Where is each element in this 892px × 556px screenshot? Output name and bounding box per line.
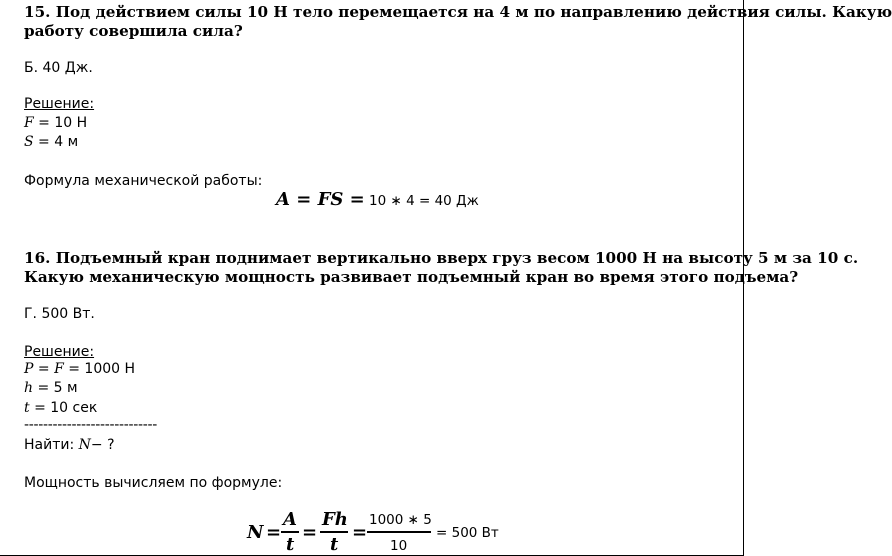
q16-formula-label: Мощность вычисляем по формуле: xyxy=(24,475,283,491)
eq-lhs: A = FS = xyxy=(276,189,365,210)
q15-title-line1: 15. Под действием силы 10 Н тело перемещается на 4 м по направлению действия силы. Какую xyxy=(24,3,892,21)
frac1-bar xyxy=(281,531,299,533)
q16-title-line2: Какую механическую мощность развивает подъемный кран во время этого подъема? xyxy=(24,268,799,286)
frac1-denominator: t xyxy=(286,534,295,555)
q16-answer: Г. 500 Вт. xyxy=(24,306,95,322)
q16-find xyxy=(24,436,115,454)
eq-rhs: 10 ∗ 4 = 40 Дж xyxy=(364,193,479,209)
frac1-numerator: A xyxy=(283,509,297,530)
var-h: h xyxy=(24,380,34,396)
var-t: t xyxy=(24,400,30,416)
var-S: S xyxy=(24,134,34,150)
q16-title-line1: 16. Подъемный кран поднимает вертикально вверх груз весом 1000 Н на высоту 5 м за 10 с. xyxy=(24,249,859,267)
q16-given-height xyxy=(24,379,78,397)
frac2-denominator: t xyxy=(330,534,339,555)
q15-equation xyxy=(276,189,479,210)
frac3-numerator: 1000 ∗ 5 xyxy=(369,512,432,528)
eq-N: N xyxy=(247,522,264,543)
frac2-numerator: Fh xyxy=(322,509,348,530)
var-N: N xyxy=(78,437,91,453)
var-F: F xyxy=(24,115,34,131)
var-F: F xyxy=(54,361,64,377)
q16-given-time xyxy=(24,399,97,417)
frac2-bar xyxy=(320,531,348,533)
q16-solution-label: Решение: xyxy=(24,344,95,360)
eq-result: = 500 Вт xyxy=(436,525,499,541)
value: = 10 Н xyxy=(33,115,88,131)
q15-formula-label: Формула механической работы: xyxy=(24,173,263,189)
value: = 4 м xyxy=(33,134,79,150)
separator-line: ---------------------------- xyxy=(24,417,158,433)
value: = 5 м xyxy=(33,380,78,396)
equals: = xyxy=(33,361,55,377)
eq-equals-1: = xyxy=(266,522,282,543)
value: = 1000 Н xyxy=(63,361,136,377)
eq-equals-2: = xyxy=(302,522,318,543)
q15-given-distance xyxy=(24,133,78,151)
q15-given-force xyxy=(24,114,87,132)
frac3-denominator: 10 xyxy=(390,538,408,554)
q15-answer: Б. 40 Дж. xyxy=(24,60,93,76)
value: = 10 сек xyxy=(29,400,98,416)
var-P: P xyxy=(24,361,34,377)
q16-given-weight xyxy=(24,360,135,378)
q15-solution-label: Решение: xyxy=(24,96,95,112)
find-rest: − ? xyxy=(90,437,115,453)
frac3-bar xyxy=(367,531,431,533)
find-label: Найти: xyxy=(24,437,79,453)
eq-equals-3: = xyxy=(352,522,368,543)
q15-title-line2: работу совершила сила? xyxy=(24,22,243,40)
